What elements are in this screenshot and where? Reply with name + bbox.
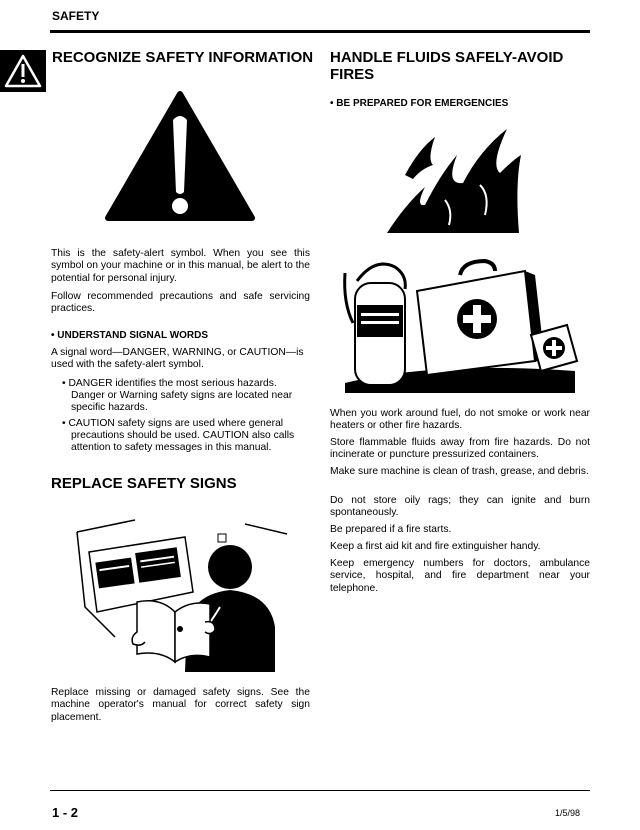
danger-bullet-line-2: Danger or Warning safety signs are located near — [71, 390, 293, 401]
fluids-paragraph-7: Keep emergency numbers for doctors, ambulance service, hospital, and fire department near your telephone. — [330, 558, 590, 594]
safety-alert-symbol-icon — [104, 90, 256, 225]
warning-icon — [0, 50, 46, 92]
signal-words-heading: • UNDERSTAND SIGNAL WORDS — [51, 330, 209, 341]
caution-bullet-line-1: • CAUTION safety signs are used where general — [62, 418, 284, 429]
replace-paragraph: Replace missing or damaged safety signs. See the machine operator's manual for correct safety sign placement. — [51, 687, 310, 723]
footer-rule — [50, 790, 590, 791]
emergencies-heading: • BE PREPARED FOR EMERGENCIES — [330, 98, 509, 109]
page-number: 1 - 2 — [52, 805, 79, 820]
extinguisher-first-aid-illustration — [335, 243, 585, 393]
fluids-paragraph-3: Make sure machine is clean of trash, grease, and debris. — [330, 466, 589, 477]
caution-bullet-line-2: precautions should be used. CAUTION also calls — [71, 430, 295, 441]
section-tab — [0, 50, 46, 92]
fluids-paragraph-1: When you work around fuel, do not smoke or work near heaters or other fire hazards. — [330, 408, 590, 432]
first-aid-kit-icon — [417, 261, 545, 375]
fluids-paragraph-6: Keep a first aid kit and fire extinguisher handy. — [330, 541, 541, 552]
fire-extinguisher-icon — [345, 264, 406, 385]
recognize-paragraph-1: This is the safety-alert symbol. When you see this symbol on your machine or in this manual, be alert to the potential for personal injury. — [51, 248, 310, 284]
fire-icon — [385, 125, 525, 235]
reading-manual-illustration — [75, 512, 290, 672]
danger-bullet-line-1: • DANGER identifies the most serious hazards. — [62, 378, 277, 389]
recognize-title: RECOGNIZE SAFETY INFORMATION — [52, 49, 314, 66]
caution-bullet-line-3: attention to safety messages in this manual. — [71, 442, 272, 453]
fluids-title-line-1: HANDLE FLUIDS SAFELY-AVOID — [330, 49, 564, 66]
danger-bullet-line-3: specific hazards. — [71, 402, 148, 413]
header-rule — [50, 30, 590, 33]
signal-words-paragraph: A signal word—DANGER, WARNING, or CAUTION—is used with the safety-alert symbol. — [51, 347, 304, 371]
fluids-paragraph-2: Store flammable fluids away from fire hazards. Do not incinerate or puncture pressurized containers. — [330, 437, 590, 461]
fluids-paragraph-5: Be prepared if a fire starts. — [330, 524, 452, 535]
recognize-paragraph-2: Follow recommended precautions and safe servicing practices. — [51, 291, 310, 315]
replace-title: REPLACE SAFETY SIGNS — [51, 475, 237, 492]
fluids-paragraph-4: Do not store oily rags; they can ignite and burn spontaneously. — [330, 495, 590, 519]
fluids-title-line-2: FIRES — [330, 66, 375, 83]
revision-date: 1/5/98 — [555, 808, 581, 818]
section-header: SAFETY — [52, 9, 100, 23]
